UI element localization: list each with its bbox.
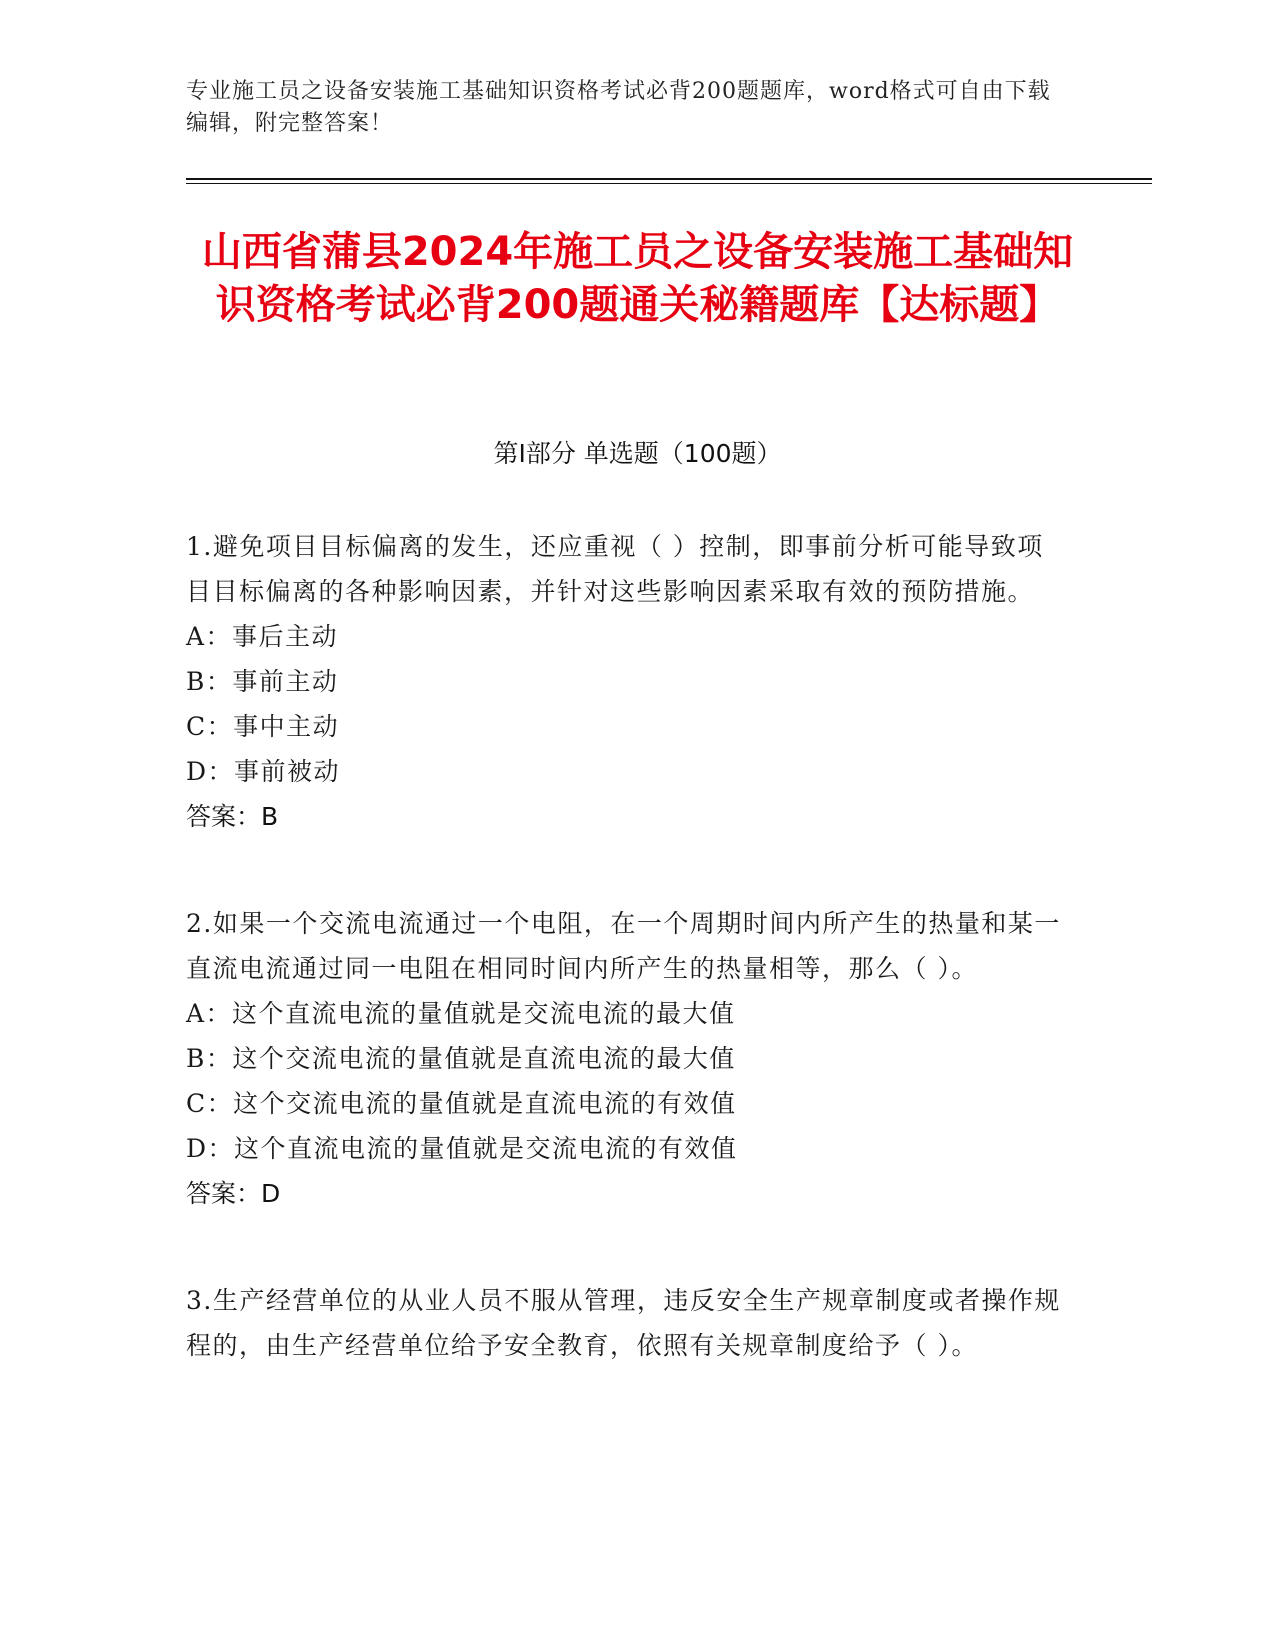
option-b: B：这个交流电流的量值就是直流电流的最大值 <box>186 1044 736 1073</box>
option-list <box>186 991 1066 1171</box>
header-divider-thick <box>186 178 1152 180</box>
document-title: 山西省蒲县2024年施工员之设备安装施工基础知识资格考试必背200题通关秘籍题库【达标题】 <box>201 229 1074 328</box>
header-divider-thin <box>186 183 1152 184</box>
answer-line: 答案：B <box>186 802 279 831</box>
question-text: 2.如果一个交流电流通过一个电阻，在一个周期时间内所产生的热量和某一直流电流通过同一电阻在相同时间内所产生的热量相等，那么（ ）。 <box>186 909 1061 983</box>
option-c: C：这个交流电流的量值就是直流电流的有效值 <box>186 1089 737 1118</box>
option-a: A：事后主动 <box>186 622 339 651</box>
question-text: 1.避免项目目标偏离的发生，还应重视（ ）控制，即事前分析可能导致项目目标偏离的各种影响因素，并针对这些影响因素采取有效的预防措施。 <box>186 532 1044 606</box>
option-b: B：事前主动 <box>186 667 339 696</box>
answer-line: 答案：D <box>186 1179 281 1208</box>
option-list <box>186 614 1066 794</box>
option-d: D：这个直流电流的量值就是交流电流的有效值 <box>186 1134 738 1163</box>
option-d: D：事前被动 <box>186 757 341 786</box>
question-2 <box>186 901 1066 1216</box>
option-a: A：这个直流电流的量值就是交流电流的最大值 <box>186 999 736 1028</box>
section-title: 第I部分 单选题（100题） <box>493 439 782 468</box>
question-list <box>186 524 1066 1430</box>
option-c: C：事中主动 <box>186 712 340 741</box>
header-note: 专业施工员之设备安装施工基础知识资格考试必背200题题库，word格式可自由下载编辑，附完整答案！ <box>186 79 1051 136</box>
question-text: 3.生产经营单位的从业人员不服从管理，违反安全生产规章制度或者操作规程的，由生产经营单位给予安全教育，依照有关规章制度给予（ ）。 <box>186 1286 1061 1360</box>
question-3 <box>186 1278 1066 1368</box>
question-1 <box>186 524 1066 839</box>
